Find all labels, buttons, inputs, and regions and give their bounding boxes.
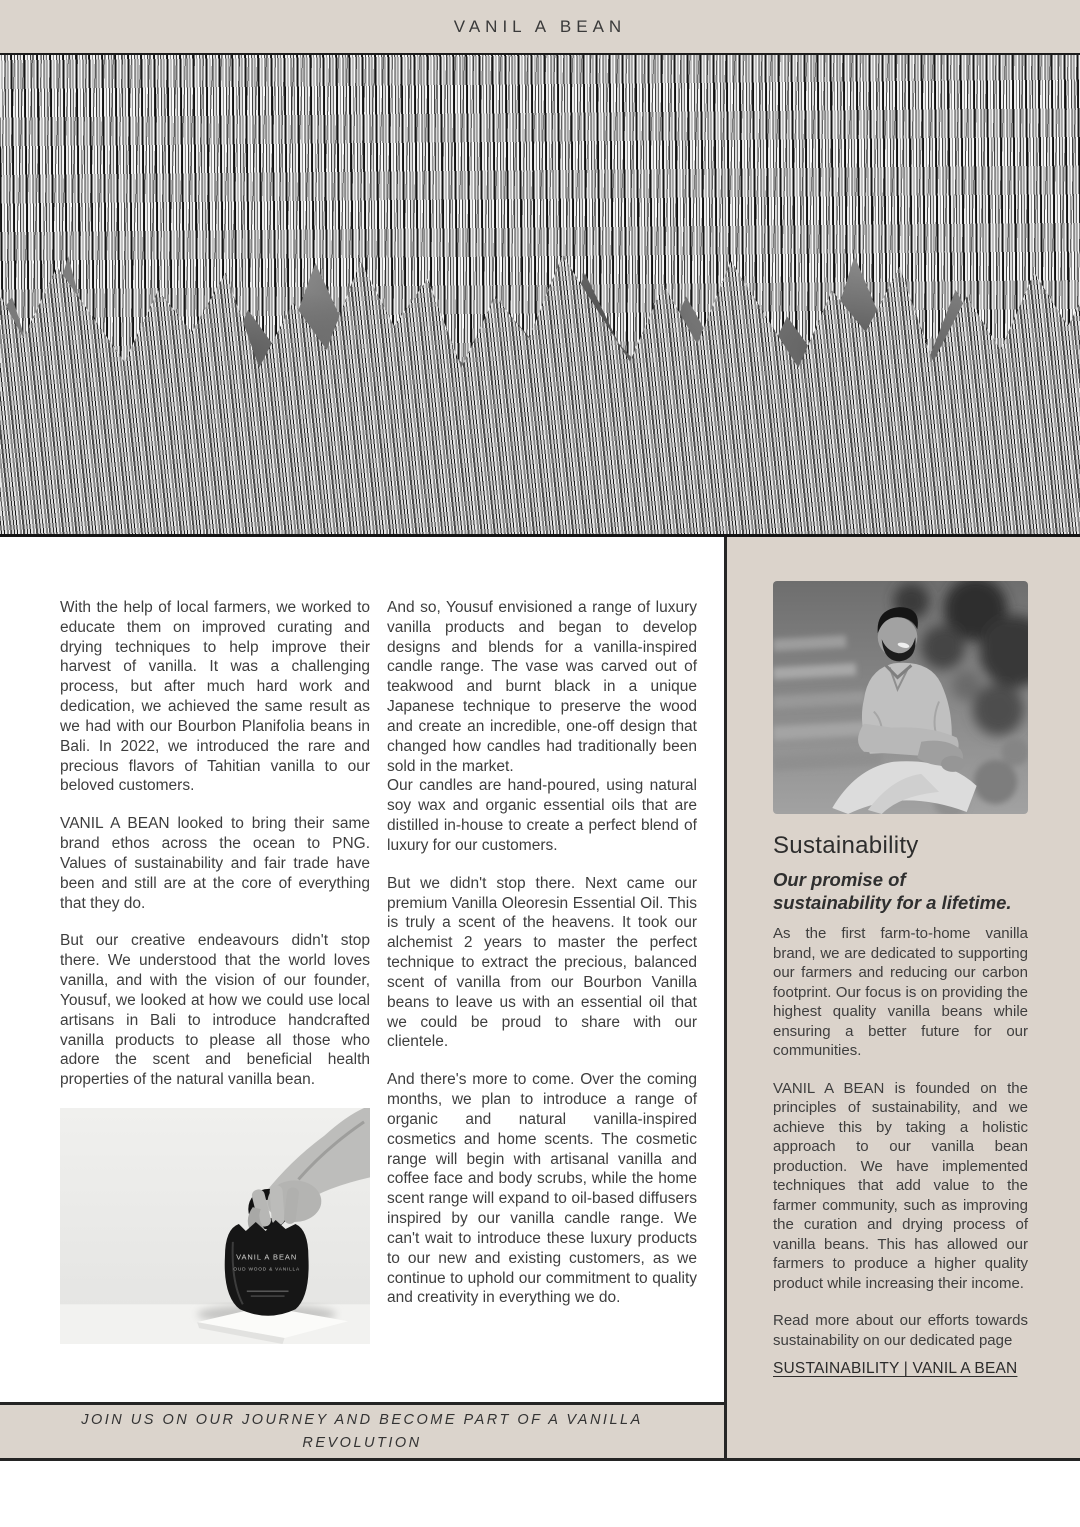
article-paragraph: VANIL A BEAN looked to bring their same brand ethos across the ocean to PNG. Values of sustainability and fair trade have been and still are at the core of everything that they do.: [60, 815, 370, 912]
founder-photo: [773, 581, 1028, 814]
column-2: [387, 598, 697, 1344]
main-content: [0, 537, 724, 1461]
article-paragraph: And there's more to come. Over the coming months, we plan to introduce a range of organic and natural vanilla-inspired cosmetics and home scents. The cosmetic range will begin with artisanal vanilla and coffee face and body scrubs, while the home scent range will expand to oil-based diffusers inspired by our vanilla candle range. We can't wait to introduce these luxury products to our new and existing customers, as we continue to uphold our commitment to quality and creativity in everything we do.: [387, 1071, 697, 1307]
sustainability-link[interactable]: SUSTAINABILITY | VANIL A BEAN: [773, 1360, 1018, 1378]
join-us-banner: [0, 1402, 724, 1461]
sidebar-paragraph: Read more about our efforts towards sustainability on our dedicated page: [773, 1312, 1028, 1349]
column-1: [60, 598, 370, 1344]
article-columns: [60, 598, 697, 1344]
candle-label-scent: OUD WOOD & VANILLA: [233, 1267, 300, 1273]
article-paragraph: But our creative endeavours didn't stop there. We understood that the world loves vanilla, and with the vision of our founder, Yousuf, we looked at how we could use local artisans in Bali to introduce handcrafted vanilla products to please all those who adore the scent and beneficial health properties of the natural vanilla bean.: [60, 932, 370, 1089]
candle-product-photo: [60, 1108, 370, 1344]
brand-title: VANIL A BEAN: [453, 16, 627, 36]
article-paragraph: Our candles are hand-poured, using natural soy wax and organic essential oils that are distilled in-house to create a perfect blend of luxury for our customers.: [387, 777, 697, 854]
candle-label-brand: VANIL A BEAN: [236, 1252, 298, 1262]
sidebar-paragraph: VANIL A BEAN is founded on the principles of sustainability, and we achieve this by taking a holistic approach to our vanilla bean production. We have implemented techniques that add value to the farmer community, such as improving the curation and drying process of vanilla beans. This has allowed our farmers to produce a higher quality product while increasing their income.: [773, 1079, 1028, 1292]
article-paragraph: With the help of local farmers, we worked to educate them on improved curating and drying techniques to help improve their harvest of vanilla. It was a challenging process, but after much hard work and dedication, we achieved the same result as we had with our Bourbon Planifolia beans in Bali. In 2022, we introduced the rare and precious flavors of Tahitian vanilla to our beloved customers.: [60, 599, 370, 795]
article-paragraph: And so, Yousuf envisioned a range of luxury vanilla products and began to develop designs and blends for a vanilla-inspired candle range. The vase was carved out of teakwood and burnt black in a unique Japanese technique to preserve the wood and create an incredible, one-off design that changed how candles had traditionally been sold in the market.: [387, 599, 697, 775]
sidebar-heading: Sustainability: [773, 832, 919, 859]
article-paragraph: But we didn't stop there. Next came our premium Vanilla Oleoresin Essential Oil. This is truly a scent of the heavens. It took our alchemist 2 years to master the perfect technique to extract the precious, balanced scent of vanilla from our Bourbon Vanilla beans to leave us with an essential oil that we could be proud to share with our clientele.: [387, 874, 697, 1051]
vanilla-beans-photo: [0, 53, 1080, 537]
banner-text: JOIN US ON OUR JOURNEY AND BECOME PART OF A VANILLA REVOLUTION: [81, 1412, 643, 1451]
page-header: [0, 0, 1080, 53]
sidebar-subtitle: Our promise of sustainability for a lifetime.: [773, 869, 1012, 914]
sidebar-paragraph: As the first farm-to-home vanilla brand, we are dedicated to supporting our farmers and reducing our carbon footprint. Our focus is on providing the highest quality vanilla beans while ensuring a better future for our communities.: [773, 925, 1028, 1060]
sustainability-sidebar: [724, 537, 1080, 1461]
